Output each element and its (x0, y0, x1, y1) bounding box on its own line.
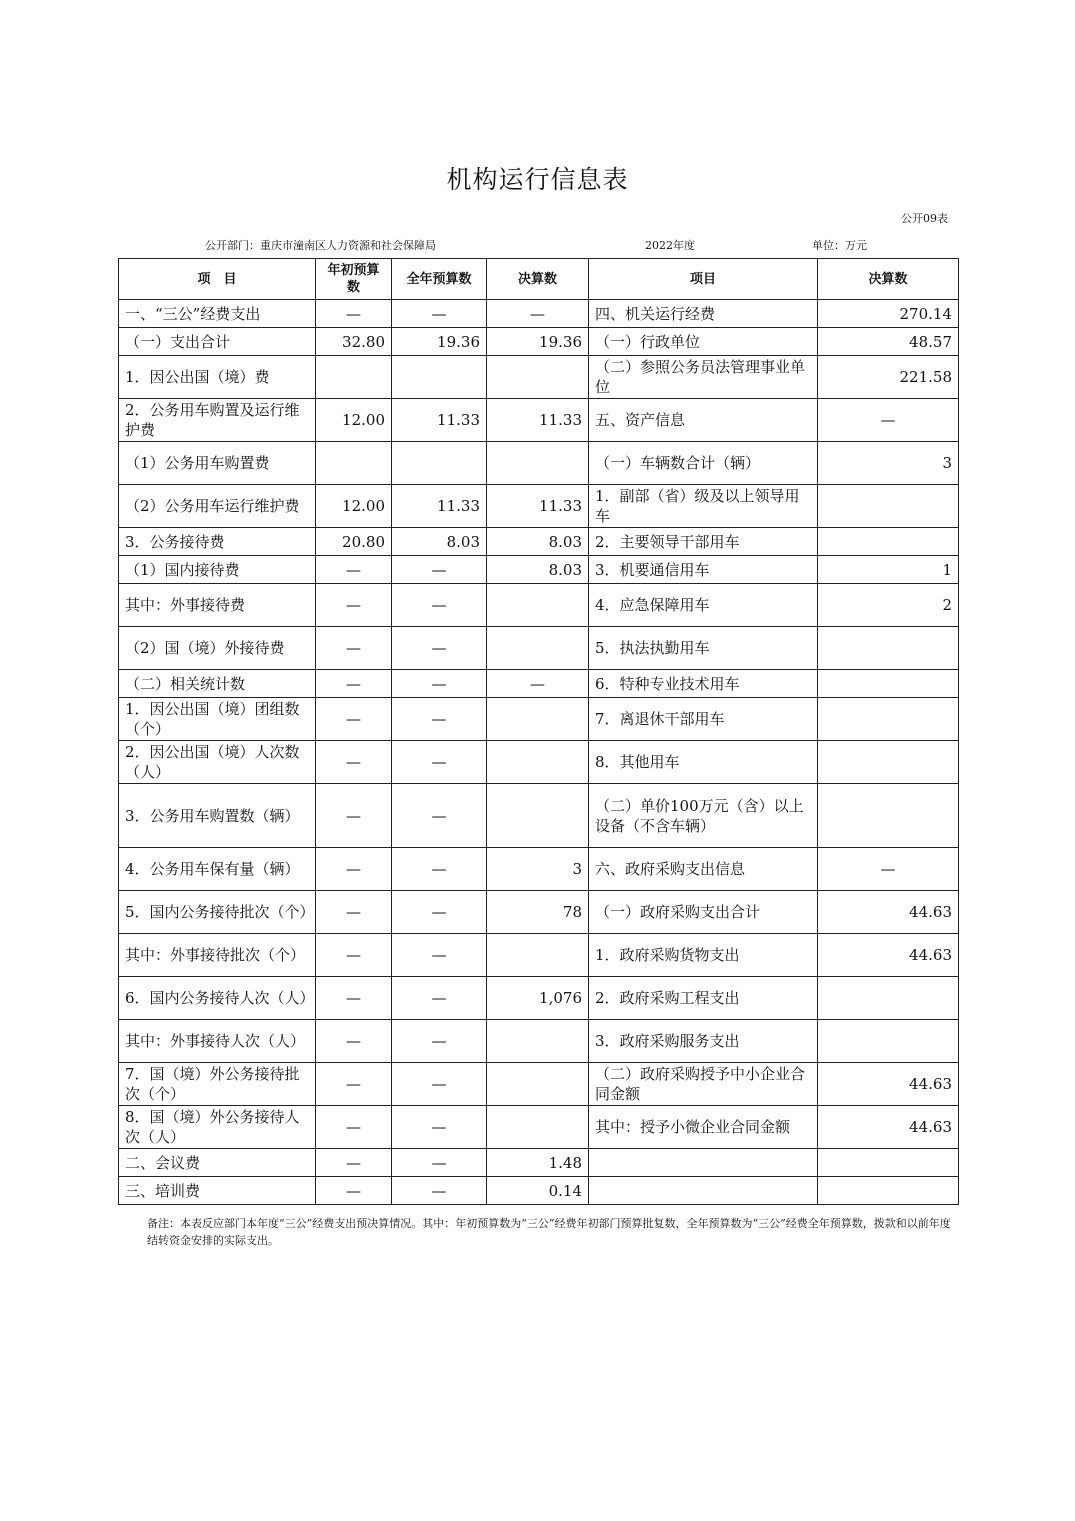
final-right-cell: 2 (818, 584, 959, 627)
table-row (119, 399, 959, 442)
item-cell: 5．国内公务接待批次（个） (119, 891, 316, 934)
item-cell: 一、“三公”经费支出 (119, 300, 316, 328)
item-cell: 2．因公出国（境）人次数（人） (119, 741, 316, 784)
annual-budget-cell: 19.36 (392, 328, 487, 356)
initial-budget-cell: — (316, 741, 392, 784)
final-right-cell (818, 1177, 959, 1205)
initial-budget-cell: — (316, 1063, 392, 1106)
initial-budget-cell: — (316, 556, 392, 584)
table-row (119, 1106, 959, 1149)
annual-budget-cell: — (392, 556, 487, 584)
table-row (119, 784, 959, 848)
initial-budget-cell: 32.80 (316, 328, 392, 356)
final-right-cell: 44.63 (818, 1106, 959, 1149)
annual-budget-cell: — (392, 1063, 487, 1106)
table-row (119, 848, 959, 891)
final-right-cell (818, 977, 959, 1020)
item-right-cell: 2．主要领导干部用车 (589, 528, 818, 556)
initial-budget-cell: — (316, 1177, 392, 1205)
table-row (119, 300, 959, 328)
item-right-cell: （一）政府采购支出合计 (589, 891, 818, 934)
annual-budget-cell: 8.03 (392, 528, 487, 556)
item-cell: （2）国（境）外接待费 (119, 627, 316, 670)
final-right-cell: 44.63 (818, 934, 959, 977)
department-label: 公开部门：重庆市潼南区人力资源和社会保障局 (205, 239, 436, 252)
item-cell: 2．公务用车购置及运行维护费 (119, 399, 316, 442)
final-cell (487, 1020, 589, 1063)
page-title: 机构运行信息表 (446, 165, 629, 194)
final-cell (487, 741, 589, 784)
header-item: 项 目 (119, 259, 316, 300)
item-cell: 3．公务用车购置数（辆） (119, 784, 316, 848)
final-cell: 11.33 (487, 485, 589, 528)
initial-budget-cell: — (316, 300, 392, 328)
annual-budget-cell: — (392, 741, 487, 784)
table-row (119, 356, 959, 399)
table-row (119, 1177, 959, 1205)
item-right-cell: 1．政府采购货物支出 (589, 934, 818, 977)
item-right-cell (589, 1149, 818, 1177)
final-right-cell (818, 670, 959, 698)
item-cell: （1）公务用车购置费 (119, 442, 316, 485)
table-row (119, 670, 959, 698)
initial-budget-cell: — (316, 1020, 392, 1063)
table-row (119, 1063, 959, 1106)
annual-budget-cell: — (392, 977, 487, 1020)
year-label: 2022年度 (645, 239, 695, 252)
table-header-row (119, 259, 959, 300)
item-cell: 其中：外事接待费 (119, 584, 316, 627)
final-cell: 19.36 (487, 328, 589, 356)
annual-budget-cell: — (392, 784, 487, 848)
initial-budget-cell: — (316, 1149, 392, 1177)
final-right-cell: — (818, 399, 959, 442)
final-cell: 78 (487, 891, 589, 934)
final-cell: 1.48 (487, 1149, 589, 1177)
final-cell: — (487, 670, 589, 698)
final-cell (487, 1106, 589, 1149)
final-cell: 8.03 (487, 528, 589, 556)
final-cell: 8.03 (487, 556, 589, 584)
operation-info-table (118, 258, 959, 1205)
initial-budget-cell (316, 442, 392, 485)
final-right-cell: 44.63 (818, 1063, 959, 1106)
item-cell: 三、培训费 (119, 1177, 316, 1205)
annual-budget-cell: — (392, 1106, 487, 1149)
final-right-cell (818, 485, 959, 528)
annual-budget-cell: 11.33 (392, 485, 487, 528)
table-row (119, 328, 959, 356)
item-cell: （一）支出合计 (119, 328, 316, 356)
table-row (119, 528, 959, 556)
item-cell: 7．国（境）外公务接待批次（个） (119, 1063, 316, 1106)
item-cell: 4．公务用车保有量（辆） (119, 848, 316, 891)
final-cell: — (487, 300, 589, 328)
table-row (119, 934, 959, 977)
item-right-cell: （二）单价100万元（含）以上设备（不含车辆） (589, 784, 818, 848)
table-row (119, 741, 959, 784)
annual-budget-cell: — (392, 698, 487, 741)
final-right-cell (818, 698, 959, 741)
initial-budget-cell (316, 356, 392, 399)
form-number: 公开09表 (901, 212, 948, 225)
item-cell: 其中：外事接待批次（个） (119, 934, 316, 977)
annual-budget-cell: 11.33 (392, 399, 487, 442)
annual-budget-cell (392, 356, 487, 399)
final-right-cell (818, 528, 959, 556)
final-cell: 11.33 (487, 399, 589, 442)
final-cell: 3 (487, 848, 589, 891)
item-cell: 二、会议费 (119, 1149, 316, 1177)
item-cell: （1）国内接待费 (119, 556, 316, 584)
item-right-cell: （一）车辆数合计（辆） (589, 442, 818, 485)
table-row (119, 698, 959, 741)
final-cell (487, 584, 589, 627)
annual-budget-cell: — (392, 1149, 487, 1177)
initial-budget-cell: — (316, 670, 392, 698)
final-right-cell: 270.14 (818, 300, 959, 328)
table-row (119, 442, 959, 485)
header-item-right: 项目 (589, 259, 818, 300)
item-cell: 1．因公出国（境）费 (119, 356, 316, 399)
item-right-cell: 6．特种专业技术用车 (589, 670, 818, 698)
table-row (119, 627, 959, 670)
item-right-cell: 其中：授予小微企业合同金额 (589, 1106, 818, 1149)
final-right-cell (818, 627, 959, 670)
item-cell: （2）公务用车运行维护费 (119, 485, 316, 528)
final-right-cell (818, 1149, 959, 1177)
initial-budget-cell: — (316, 934, 392, 977)
initial-budget-cell: 20.80 (316, 528, 392, 556)
final-cell (487, 698, 589, 741)
table-row (119, 584, 959, 627)
final-right-cell: 48.57 (818, 328, 959, 356)
annual-budget-cell: — (392, 891, 487, 934)
final-right-cell (818, 741, 959, 784)
item-cell: 3．公务接待费 (119, 528, 316, 556)
initial-budget-cell: — (316, 891, 392, 934)
item-right-cell: 8．其他用车 (589, 741, 818, 784)
header-final-right: 决算数 (818, 259, 959, 300)
item-right-cell: 2．政府采购工程支出 (589, 977, 818, 1020)
final-right-cell (818, 784, 959, 848)
final-cell (487, 784, 589, 848)
unit-label: 单位：万元 (812, 239, 867, 252)
initial-budget-cell: — (316, 627, 392, 670)
item-right-cell: 5．执法执勤用车 (589, 627, 818, 670)
item-right-cell: 3．政府采购服务支出 (589, 1020, 818, 1063)
table-row (119, 891, 959, 934)
annual-budget-cell: — (392, 1177, 487, 1205)
table-body (119, 300, 959, 1205)
footnote: 备注：本表反应部门本年度“三公”经费支出预决算情况。其中：年初预算数为“三公”经费年初部门预算批复数，全年预算数为“三公”经费全年预算数，拨款和以前年度结转资金安排的实际支出。 (147, 1217, 951, 1247)
final-cell (487, 934, 589, 977)
annual-budget-cell: — (392, 300, 487, 328)
table-row (119, 1020, 959, 1063)
initial-budget-cell: — (316, 848, 392, 891)
item-right-cell: 六、政府采购支出信息 (589, 848, 818, 891)
final-right-cell: 221.58 (818, 356, 959, 399)
final-cell: 1,076 (487, 977, 589, 1020)
final-right-cell: 3 (818, 442, 959, 485)
annual-budget-cell (392, 442, 487, 485)
final-cell: 0.14 (487, 1177, 589, 1205)
table-row (119, 485, 959, 528)
final-cell (487, 1063, 589, 1106)
table-row (119, 977, 959, 1020)
final-cell (487, 442, 589, 485)
item-right-cell: 3．机要通信用车 (589, 556, 818, 584)
item-right-cell (589, 1177, 818, 1205)
header-annual-budget: 全年预算数 (392, 259, 487, 300)
initial-budget-cell: 12.00 (316, 399, 392, 442)
item-right-cell: 1．副部（省）级及以上领导用车 (589, 485, 818, 528)
initial-budget-cell: 12.00 (316, 485, 392, 528)
final-right-cell: 1 (818, 556, 959, 584)
final-right-cell: 44.63 (818, 891, 959, 934)
initial-budget-cell: — (316, 698, 392, 741)
header-initial-budget: 年初预算数 (316, 259, 392, 300)
annual-budget-cell: — (392, 848, 487, 891)
item-right-cell: 五、资产信息 (589, 399, 818, 442)
table-row (119, 556, 959, 584)
header-final: 决算数 (487, 259, 589, 300)
annual-budget-cell: — (392, 627, 487, 670)
final-right-cell: — (818, 848, 959, 891)
final-cell (487, 627, 589, 670)
item-right-cell: （一）行政单位 (589, 328, 818, 356)
annual-budget-cell: — (392, 934, 487, 977)
item-right-cell: （二）政府采购授予中小企业合同金额 (589, 1063, 818, 1106)
item-cell: 1．因公出国（境）团组数（个） (119, 698, 316, 741)
item-cell: 其中：外事接待人次（人） (119, 1020, 316, 1063)
initial-budget-cell: — (316, 784, 392, 848)
annual-budget-cell: — (392, 1020, 487, 1063)
initial-budget-cell: — (316, 584, 392, 627)
initial-budget-cell: — (316, 1106, 392, 1149)
item-right-cell: 7．离退休干部用车 (589, 698, 818, 741)
item-cell: 8．国（境）外公务接待人次（人） (119, 1106, 316, 1149)
annual-budget-cell: — (392, 670, 487, 698)
item-right-cell: 4．应急保障用车 (589, 584, 818, 627)
item-right-cell: 四、机关运行经费 (589, 300, 818, 328)
final-right-cell (818, 1020, 959, 1063)
item-cell: （二）相关统计数 (119, 670, 316, 698)
annual-budget-cell: — (392, 584, 487, 627)
final-cell (487, 356, 589, 399)
item-cell: 6．国内公务接待人次（人） (119, 977, 316, 1020)
item-right-cell: （二）参照公务员法管理事业单位 (589, 356, 818, 399)
table-row (119, 1149, 959, 1177)
initial-budget-cell: — (316, 977, 392, 1020)
